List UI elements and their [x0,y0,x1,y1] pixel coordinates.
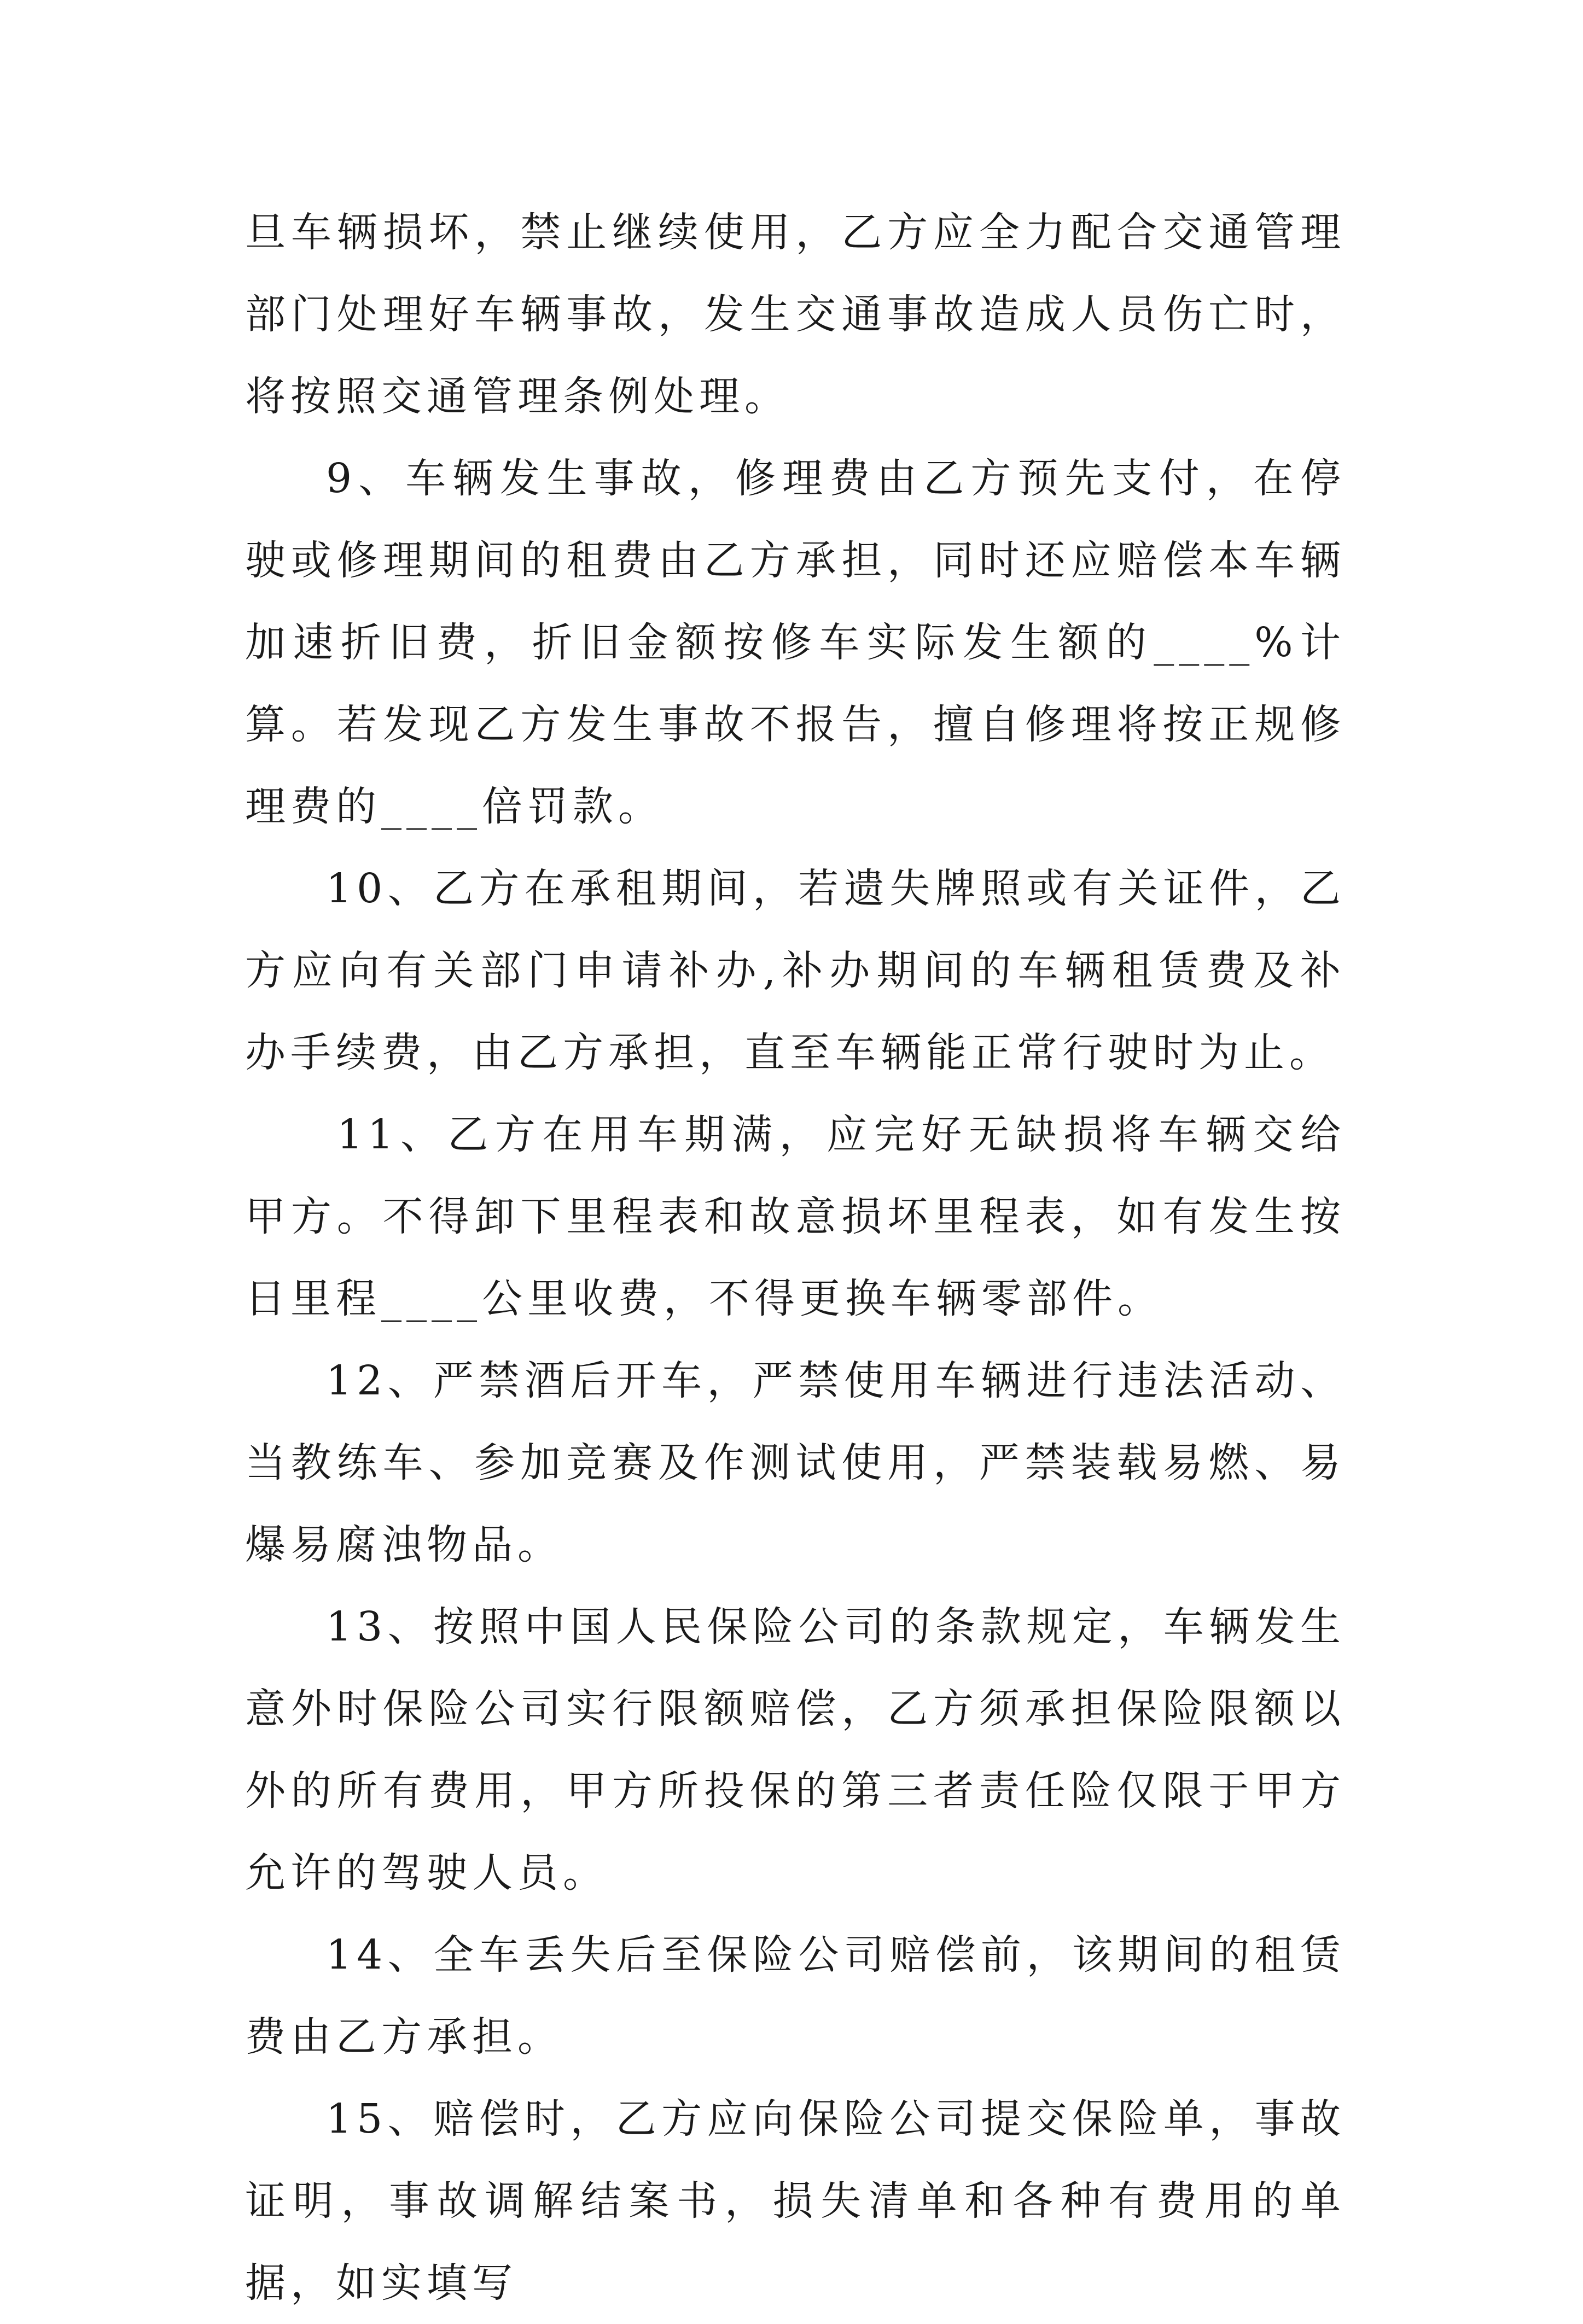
paragraph-clause-12: 12、严禁酒后开车，严禁使用车辆进行违法活动、当教练车、参加竞赛及作测试使用，严禁装载易燃、易爆易腐浊物品。 [245,1357,1346,1568]
paragraph-clause-9: 9、车辆发生事故，修理费由乙方预先支付，在停驶或修理期间的租费由乙方承担，同时还应赔偿本车辆加速折旧费，折旧金额按修车实际发生额的____%计算。若发现乙方发生事故不报告，擅自修理将按正规修理费的____倍罚款。 [245,455,1346,830]
paragraph-continuation: 旦车辆损坏，禁止继续使用，乙方应全力配合交通管理部门处理好车辆事故，发生交通事故造成人员伤亡时，将按照交通管理条例处理。 [245,209,1346,420]
paragraph-clause-11: 11、乙方在用车期满，应完好无缺损将车辆交给甲方。不得卸下里程表和故意损坏里程表，如有发生按日里程____公里收费，不得更换车辆零部件。 [245,1111,1346,1322]
paragraph-clause-10: 10、乙方在承租期间，若遗失牌照或有关证件，乙方应向有关部门申请补办,补办期间的车辆租赁费及补办手续费，由乙方承担，直至车辆能正常行驶时为止。 [245,865,1346,1076]
document-body [245,191,1346,2324]
paragraph-clause-15: 15、赔偿时，乙方应向保险公司提交保险单，事故证明，事故调解结案书，损失清单和各种有费用的单据，如实填写 [245,2095,1346,2307]
paragraph-clause-14: 14、全车丢失后至保险公司赔偿前，该期间的租赁费由乙方承担。 [245,1931,1346,2060]
paragraph-clause-13: 13、按照中国人民保险公司的条款规定，车辆发生意外时保险公司实行限额赔偿，乙方须承担保险限额以外的所有费用，甲方所投保的第三者责任险仅限于甲方允许的驾驶人员。 [245,1603,1346,1896]
